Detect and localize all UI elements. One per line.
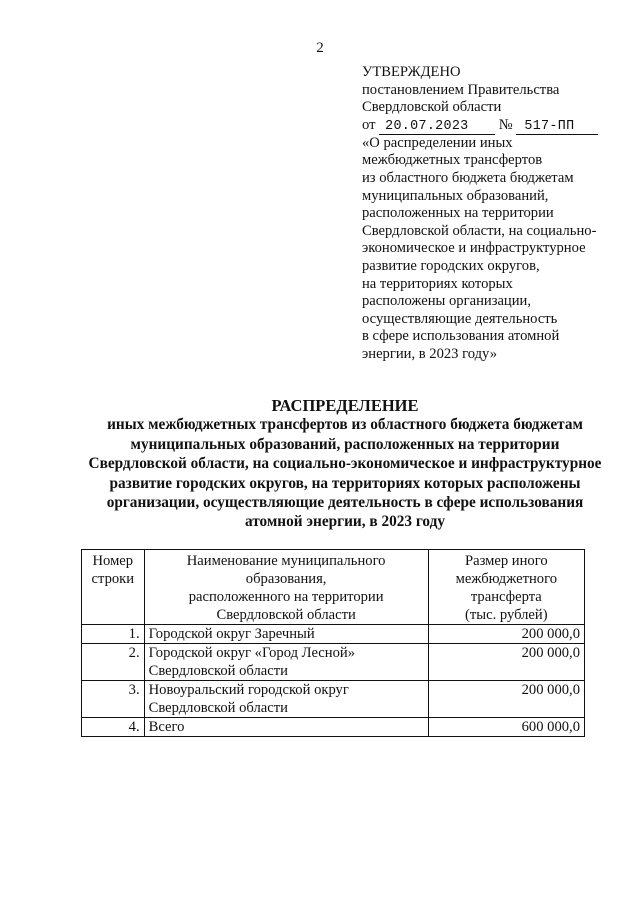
header-text: Размер иного (464, 553, 548, 569)
header-number (82, 550, 145, 625)
number-prefix: № (498, 116, 513, 133)
header-text: Наименование муниципального образования, (186, 553, 386, 587)
subject-line: «О распределении иных (362, 134, 513, 151)
heading-line: атомной энергии, в 2023 году (244, 513, 446, 531)
row-name-line: Городской округ Заречный (148, 626, 315, 642)
header-text: межбюджетного (455, 571, 557, 587)
row-amount: 200 000,0 (428, 644, 584, 681)
row-amount: 600 000,0 (428, 718, 584, 737)
heading-line: Свердловской области, на социально-экономическое и инфраструктурное (88, 455, 602, 473)
header-text: Номер (92, 553, 134, 569)
row-name-line: Городской округ «Город Лесной» (148, 645, 356, 661)
row-amount: 200 000,0 (428, 681, 584, 718)
distribution-table (81, 549, 585, 737)
approval-date-line (362, 117, 632, 135)
header-amount (428, 550, 584, 625)
row-name (144, 625, 428, 644)
header-text: расположенного на территории (188, 589, 384, 605)
date-prefix: от (362, 116, 376, 133)
heading-title: РАСПРЕДЕЛЕНИЕ (271, 396, 419, 415)
subject-line: развитие городских округов, (362, 257, 540, 274)
row-number: 3. (82, 681, 145, 718)
approval-date: 20.07.2023 (379, 120, 495, 135)
heading-line: организации, осуществляющие деятельность в сфере использования (106, 494, 584, 512)
subject-line: осуществляющие деятельность (362, 310, 558, 327)
row-name-line: Свердловской области (148, 663, 288, 679)
subject-line: муниципальных образований, (362, 187, 549, 204)
table-row (82, 681, 585, 718)
approval-number: 517-ПП (516, 120, 598, 135)
header-name (144, 550, 428, 625)
subject-line: расположены организации, (362, 293, 532, 310)
subject-line: экономическое и инфраструктурное (362, 240, 586, 257)
header-text: строки (91, 571, 135, 587)
subject-line: в сфере использования атомной (362, 328, 560, 345)
page-number: 2 (316, 40, 324, 56)
row-number: 1. (82, 625, 145, 644)
approval-block (362, 64, 632, 364)
subject-line: из областного бюджета бюджетам (362, 169, 574, 186)
subject-line: на территориях которых (362, 275, 513, 292)
row-name-line: Свердловской области (148, 700, 288, 716)
subject-line: Свердловской области, на социально- (362, 222, 597, 239)
table-header-row (82, 550, 585, 625)
row-amount: 200 000,0 (428, 625, 584, 644)
approval-line: постановлением Правительства (362, 81, 560, 98)
heading-line: иных межбюджетных трансфертов из областного бюджета бюджетам (107, 416, 583, 434)
row-name (144, 644, 428, 681)
row-name (144, 681, 428, 718)
table-row (82, 644, 585, 681)
heading-line: развитие городских округов, на территориях которых расположены (109, 474, 581, 492)
row-number: 4. (82, 718, 145, 737)
row-name (144, 718, 428, 737)
table-row-total (82, 718, 585, 737)
document-heading (60, 396, 630, 532)
row-number: 2. (82, 644, 145, 681)
header-text: трансферта (470, 589, 542, 605)
subject-line: расположенных на территории (362, 205, 554, 222)
approval-line: Свердловской области (362, 99, 502, 116)
header-text: Свердловской области (216, 607, 356, 623)
row-name-line: Новоуральский городской округ (148, 682, 349, 698)
approval-title: УТВЕРЖДЕНО (362, 64, 461, 80)
subject-line: межбюджетных трансфертов (362, 152, 543, 169)
row-name-line: Всего (148, 719, 185, 735)
subject-line: энергии, в 2023 году» (362, 345, 498, 362)
table-row (82, 625, 585, 644)
heading-line: муниципальных образований, расположенных на территории (130, 435, 560, 453)
header-text: (тыс. рублей) (465, 607, 548, 623)
